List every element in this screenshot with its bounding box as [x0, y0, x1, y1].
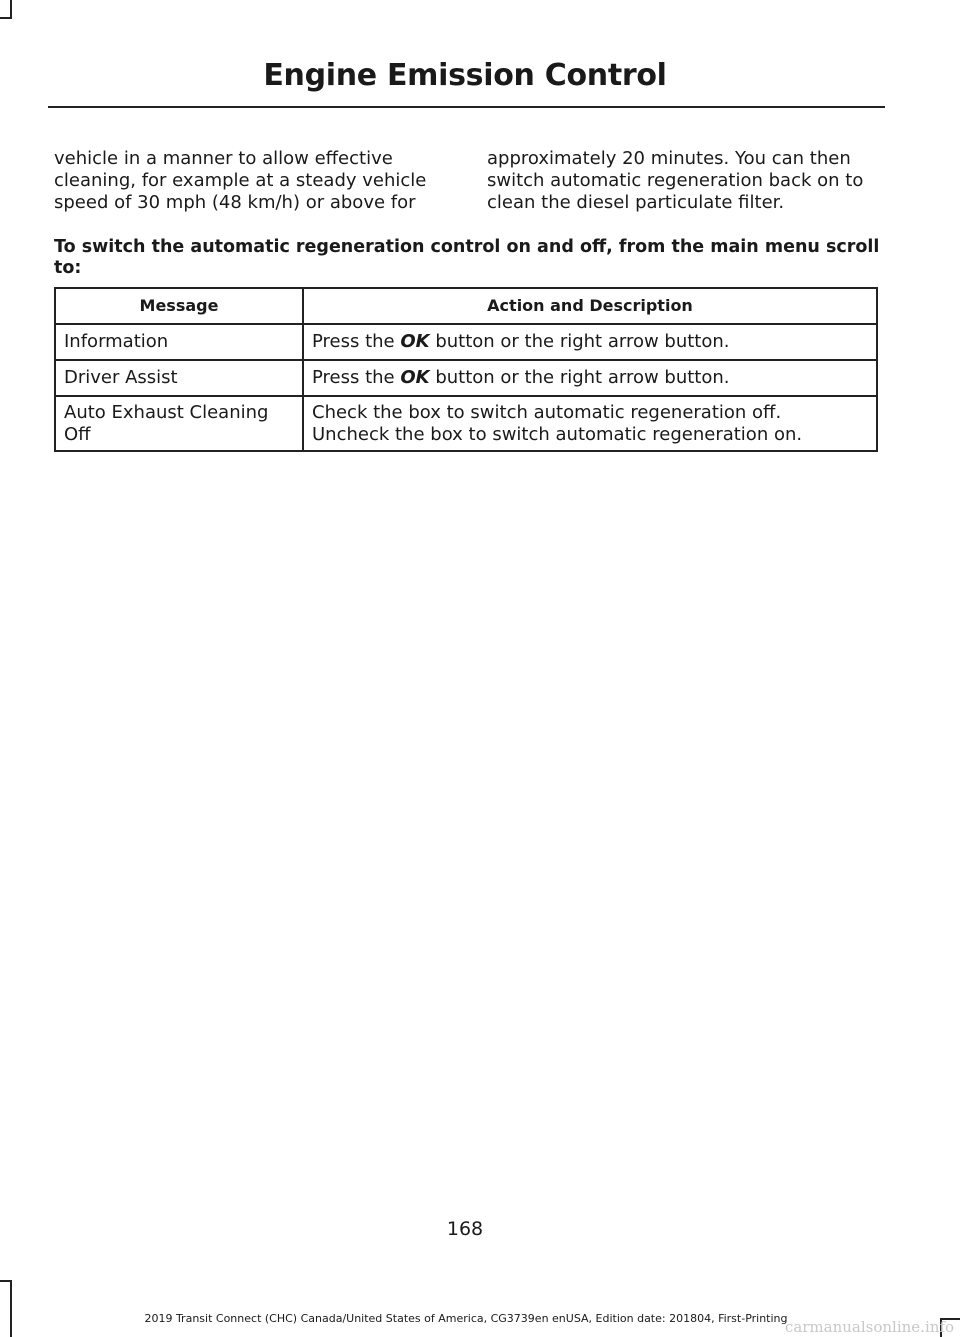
- header-divider: [48, 106, 885, 108]
- message-line: Off: [64, 423, 91, 445]
- page-number: 168: [446, 1218, 484, 1240]
- message-cell: Information: [55, 324, 303, 360]
- footer-edition-info: 2019 Transit Connect (CHC) Canada/United States of America, CG3739en enUSA, Edition date: 201804, First-Printing: [144, 1312, 788, 1325]
- crop-mark: [10, 1280, 12, 1337]
- action-text: Press the: [312, 367, 401, 388]
- message-cell: [55, 396, 303, 451]
- column-header-message: Message: [55, 288, 303, 324]
- table-row: [55, 360, 877, 396]
- action-line: Uncheck the box to switch automatic regeneration on.: [312, 423, 803, 445]
- table-header-row: [55, 288, 877, 324]
- ok-button-label: OK: [400, 331, 430, 352]
- ok-button-label: OK: [400, 367, 430, 388]
- action-cell: [303, 360, 877, 396]
- action-line: Check the box to switch automatic regeneration off.: [312, 401, 782, 423]
- action-text: Press the: [312, 331, 401, 352]
- watermark: carmanualsonline.info: [784, 1318, 954, 1336]
- column-header-action: Action and Description: [303, 288, 877, 324]
- page-title: Engine Emission Control: [263, 58, 667, 93]
- crop-mark: [0, 1280, 12, 1282]
- table-row: [55, 396, 877, 451]
- crop-mark: [0, 17, 12, 19]
- action-text: button or the right arrow button.: [429, 331, 730, 352]
- body-text-right: approximately 20 minutes. You can then switch automatic regeneration back on to clean the diesel particulate filter.: [487, 148, 864, 213]
- table-row: [55, 324, 877, 360]
- section-subheading: To switch the automatic regeneration control on and off, from the main menu scroll to:: [54, 237, 880, 278]
- message-table: [54, 287, 878, 452]
- action-cell: [303, 324, 877, 360]
- action-cell: [303, 396, 877, 451]
- message-line: Auto Exhaust Cleaning: [64, 401, 269, 423]
- message-cell: Driver Assist: [55, 360, 303, 396]
- body-text-left: vehicle in a manner to allow effective cleaning, for example at a steady vehicle speed of 30 mph (48 km/h) or above for: [54, 148, 427, 213]
- action-text: button or the right arrow button.: [429, 367, 730, 388]
- crop-mark: [10, 0, 12, 18]
